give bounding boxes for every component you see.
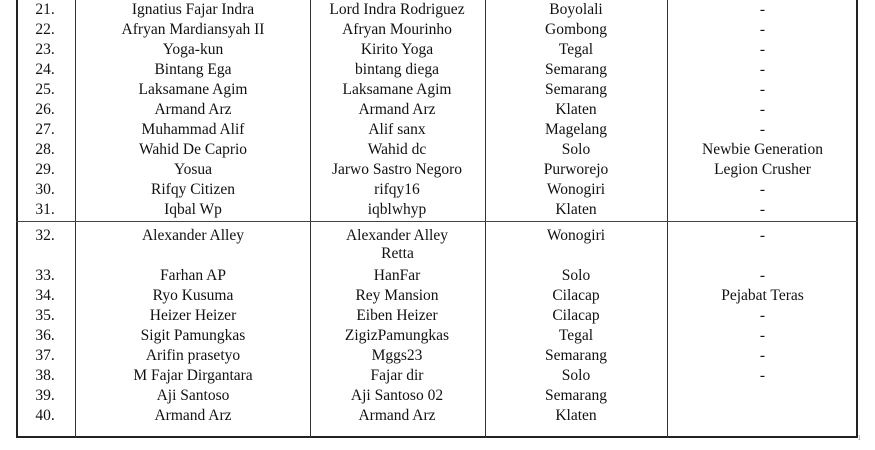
- table-row: [16, 140, 858, 160]
- row-number: 37.: [35, 347, 55, 364]
- member-note: -: [759, 41, 766, 58]
- member-note: -: [759, 121, 766, 138]
- table-row: [16, 226, 858, 246]
- member-name: Armand Arz: [154, 407, 232, 424]
- member-name: Yosua: [173, 161, 213, 178]
- member-note: -: [759, 81, 766, 98]
- table-row: [16, 180, 858, 200]
- member-nickname: Kirito Yoga: [360, 41, 434, 58]
- row-number: 24.: [35, 61, 55, 78]
- row-number: 25.: [35, 81, 55, 98]
- table-row: [16, 40, 858, 60]
- member-city: Wonogiri: [546, 181, 606, 198]
- member-note: [669, 386, 856, 406]
- member-city: Purworejo: [543, 161, 609, 178]
- table-row: [16, 366, 858, 386]
- member-nickname: Fajar dir: [370, 367, 424, 384]
- member-nickname: iqblwhyp: [367, 201, 427, 218]
- table-row: [16, 120, 858, 140]
- table-row: [16, 406, 858, 426]
- member-nickname: Alexander Alley: [345, 227, 448, 244]
- member-city: Boyolali: [549, 1, 603, 18]
- row-number: 21.: [35, 1, 55, 18]
- row-number: 39.: [35, 387, 55, 404]
- member-name: Muhammad Alif: [141, 121, 245, 138]
- member-name: Wahid De Caprio: [138, 141, 248, 158]
- member-note: -: [759, 327, 766, 344]
- member-name: Sigit Pamungkas: [140, 327, 246, 344]
- member-city: Semarang: [545, 347, 607, 364]
- table-row: [16, 200, 858, 220]
- member-nickname: Rey Mansion: [355, 287, 439, 304]
- row-separator: [16, 221, 858, 222]
- member-city: Cilacap: [552, 287, 600, 304]
- page-marker: 1: [857, 434, 861, 442]
- row-number: 28.: [35, 141, 55, 158]
- table-row: [16, 266, 858, 286]
- row-number: 30.: [35, 181, 55, 198]
- row-number: 31.: [35, 201, 55, 218]
- table-row: [16, 60, 858, 80]
- table-row: [16, 346, 858, 366]
- member-city: Solo: [561, 141, 591, 158]
- row-number: 33.: [35, 267, 55, 284]
- member-city: Semarang: [545, 81, 607, 98]
- member-name: Ryo Kusuma: [152, 287, 234, 304]
- member-note: Pejabat Teras: [721, 287, 804, 304]
- row-number: 40.: [35, 407, 55, 424]
- member-city: Klaten: [555, 407, 597, 424]
- member-note: -: [759, 181, 766, 198]
- table-row: [16, 326, 858, 346]
- member-nickname: Mggs23: [371, 347, 423, 364]
- member-note: -: [759, 21, 766, 38]
- row-number: 29.: [35, 161, 55, 178]
- member-nickname: Jarwo Sastro Negoro: [331, 161, 462, 178]
- member-note: Newbie Generation: [702, 141, 823, 158]
- member-city: Tegal: [558, 41, 594, 58]
- table-row: [16, 100, 858, 120]
- row-number: 22.: [35, 21, 55, 38]
- member-city: Solo: [561, 267, 591, 284]
- row-number: 34.: [35, 287, 55, 304]
- member-nickname: Laksamane Agim: [342, 81, 452, 98]
- member-name: Farhan AP: [160, 267, 226, 284]
- table-row: [16, 386, 858, 406]
- member-nickname: Armand Arz: [358, 407, 436, 424]
- member-nickname: rifqy16: [374, 181, 420, 198]
- member-name: Rifqy Citizen: [151, 181, 235, 198]
- member-name: Ignatius Fajar Indra: [131, 1, 255, 18]
- member-city: Klaten: [555, 201, 597, 218]
- row-number: 36.: [35, 327, 55, 344]
- member-name: Alexander Alley: [141, 227, 244, 244]
- table-row: [16, 20, 858, 40]
- member-nickname: Afryan Mourinho: [342, 21, 452, 38]
- member-nickname: Aji Santoso 02: [350, 387, 444, 404]
- member-city: Semarang: [545, 387, 607, 404]
- nickname-continuation: Retta: [381, 245, 414, 262]
- row-number: 27.: [35, 121, 55, 138]
- member-name: Laksamane Agim: [138, 81, 248, 98]
- row-number: 23.: [35, 41, 55, 58]
- member-note: -: [759, 201, 766, 218]
- table-row: [16, 0, 858, 20]
- member-nickname: Eiben Heizer: [356, 307, 438, 324]
- member-nickname: Lord Indra Rodriguez: [329, 1, 465, 18]
- member-nickname: HanFar: [373, 267, 421, 284]
- member-nickname: Armand Arz: [358, 101, 436, 118]
- table-row: [16, 80, 858, 100]
- member-name: M Fajar Dirgantara: [133, 367, 253, 384]
- member-city: Cilacap: [552, 307, 600, 324]
- member-note: Legion Crusher: [714, 161, 811, 178]
- member-city: Gombong: [545, 21, 607, 38]
- table-row: [16, 160, 858, 180]
- member-name: Iqbal Wp: [164, 201, 222, 218]
- member-city: Tegal: [558, 327, 594, 344]
- member-city: Semarang: [545, 61, 607, 78]
- row-number: 32.: [35, 227, 55, 244]
- member-name: Armand Arz: [154, 101, 232, 118]
- table-row: [16, 306, 858, 326]
- member-name: Arifin prasetyo: [145, 347, 241, 364]
- member-note: -: [759, 1, 766, 18]
- member-city: Wonogiri: [546, 227, 606, 244]
- member-note: -: [759, 101, 766, 118]
- member-note: -: [759, 347, 766, 364]
- member-nickname: bintang diega: [355, 61, 439, 78]
- member-nickname: Wahid dc: [367, 141, 427, 158]
- member-note: -: [759, 307, 766, 324]
- member-nickname: ZigizPamungkas: [344, 327, 450, 344]
- member-note: -: [759, 367, 766, 384]
- member-city: Solo: [561, 367, 591, 384]
- row-number: 38.: [35, 367, 55, 384]
- member-note: -: [759, 61, 766, 78]
- member-city: Klaten: [555, 101, 597, 118]
- member-name: Heizer Heizer: [149, 307, 237, 324]
- member-note: -: [759, 267, 766, 284]
- member-name: Yoga-kun: [162, 41, 224, 58]
- member-name: Afryan Mardiansyah II: [121, 21, 265, 38]
- row-number: 35.: [35, 307, 55, 324]
- member-note: [669, 406, 856, 426]
- table-row: [16, 286, 858, 306]
- member-nickname: Alif sanx: [368, 121, 426, 138]
- member-name: Aji Santoso: [156, 387, 230, 404]
- row-number: 26.: [35, 101, 55, 118]
- member-note: -: [759, 227, 766, 244]
- member-name: Bintang Ega: [154, 61, 232, 78]
- member-city: Magelang: [545, 121, 607, 138]
